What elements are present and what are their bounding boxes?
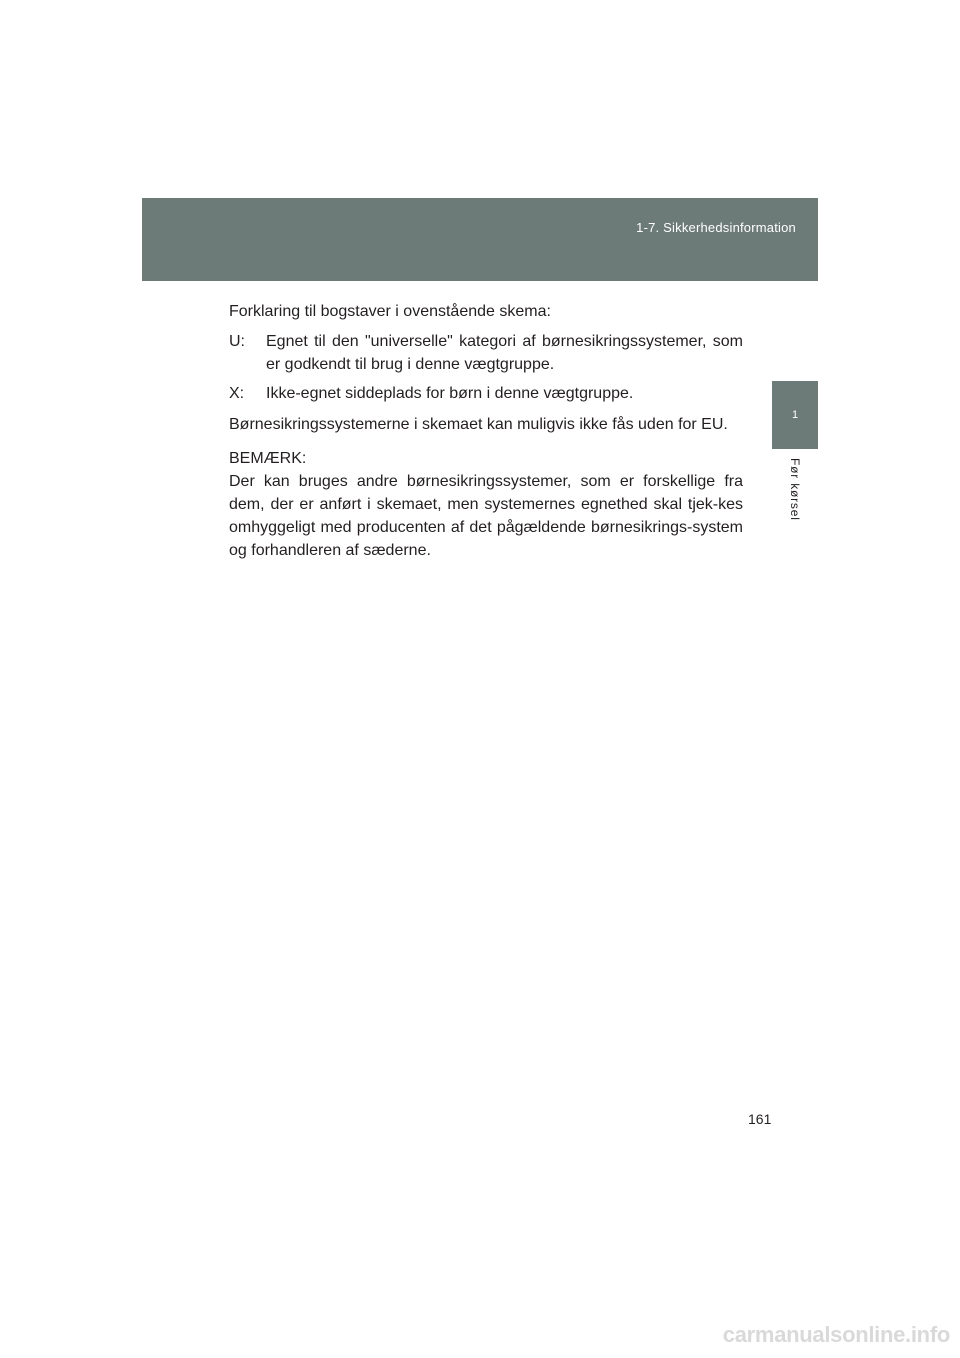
page-content bbox=[229, 300, 743, 562]
watermark-logo bbox=[688, 1318, 950, 1352]
note-label: BEMÆRK: bbox=[229, 450, 307, 467]
chapter-label-container bbox=[789, 458, 803, 528]
definition-item bbox=[229, 382, 743, 405]
definition-text: Egnet til den "universelle" kategori af børnesikringssystemer, som er godkendt til brug i denne vægtgruppe. bbox=[266, 333, 743, 373]
definition-text: Ikke-egnet siddeplads for børn i denne vægtgruppe. bbox=[266, 385, 634, 402]
watermark-text: carmanualsonline.info bbox=[722, 1322, 950, 1347]
definition-item bbox=[229, 330, 743, 376]
chapter-label: Før kørsel bbox=[788, 458, 802, 521]
availability-note: Børnesikringssystemerne i skemaet kan muligvis ikke fås uden for EU. bbox=[229, 416, 728, 433]
section-title: 1-7. Sikkerhedsinformation bbox=[636, 220, 796, 235]
section-header-band bbox=[142, 198, 818, 281]
chapter-tab bbox=[772, 381, 818, 449]
legend-intro: Forklaring til bogstaver i ovenstående skema: bbox=[229, 303, 551, 320]
note-text: Der kan bruges andre børnesikringssystemer, som er forskellige fra dem, der er anført i skemaet, men systemernes egnethed skal tjek-kes omhyggeligt med producenten af det pågældende børnesikrings-system og forhandleren af sæderne. bbox=[229, 473, 743, 559]
page-number: 161 bbox=[748, 1111, 772, 1127]
chapter-number: 1 bbox=[791, 409, 799, 421]
definition-key: X: bbox=[229, 385, 245, 402]
definition-key: U: bbox=[229, 333, 245, 350]
